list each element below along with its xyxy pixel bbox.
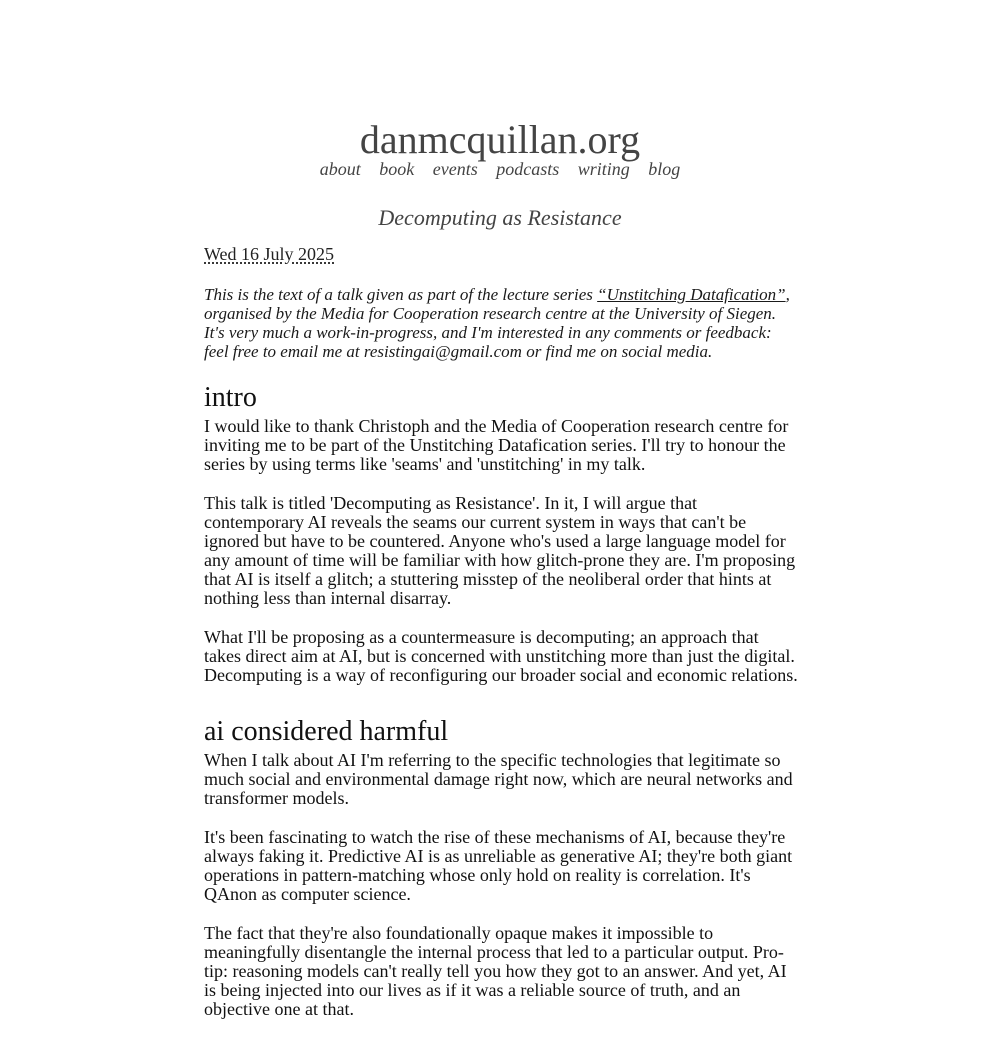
intro-note-text-before: This is the text of a talk given as part of the lecture series: [204, 285, 598, 304]
paragraph: This talk is titled 'Decomputing as Resistance'. In it, I will argue that contemporary AI reveals the seams our current system in ways that can't be ignored but have to be countered. Anyone who's used a large language model for any amount of time will be familiar with how glitch-prone they are. I'm proposing that AI is itself a glitch; a stuttering misstep of the neoliberal order that hints at nothing less than internal disarray.: [204, 493, 796, 608]
paragraph: When I talk about AI I'm referring to the specific technologies that legitimate so much social and environmental damage right now, which are neural networks and transformer models.: [204, 750, 793, 808]
intro-note-text-after: , organised by the Media for Cooperation research centre at the University of Siegen. It's very much a work-in-progress, and I'm interested in any comments or feedback: feel free to email me at resistingai@gmail.com or find me on social media.: [204, 285, 790, 361]
paragraph: What I'll be proposing as a countermeasure is decomputing; an approach that takes direct aim at AI, but is concerned with unstitching more than just the digital. Decomputing is a way of reconfiguring our broader social and economic relations.: [204, 627, 798, 685]
nav-link-blog[interactable]: blog: [648, 159, 681, 179]
paragraph: It's been fascinating to watch the rise of these mechanisms of AI, because they're always faking it. Predictive AI is as unreliable as generative AI; they're both giant operations in pattern-matching whose only hold on reality is correlation. It's QAnon as computer science.: [204, 827, 793, 904]
section-heading-intro: intro: [204, 382, 257, 413]
lecture-series-link[interactable]: “Unstitching Datafication”: [597, 285, 786, 304]
intro-note: [204, 285, 798, 361]
article-content: [204, 243, 798, 1039]
site-nav: [0, 158, 1000, 180]
post-date: Wed 16 July 2025: [204, 244, 335, 264]
paragraph: I would like to thank Christoph and the Media of Cooperation research centre for inviting me to be part of the Unstitching Datafication series. I'll try to honour the series by using terms like 'seams' and 'unstitching' in my talk.: [204, 416, 789, 474]
nav-link-book[interactable]: book: [379, 159, 415, 179]
nav-link-events[interactable]: events: [432, 159, 478, 179]
nav-link-podcasts[interactable]: podcasts: [496, 159, 560, 179]
post-title: Decomputing as Resistance: [378, 205, 622, 230]
nav-link-writing[interactable]: writing: [577, 159, 630, 179]
nav-link-about[interactable]: about: [319, 159, 361, 179]
paragraph: The fact that they're also foundationally opaque makes it impossible to meaningfully disentangle the internal process that led to a particular output. Pro-tip: reasoning models can't really tell you how they got to an answer. And yet, AI is being injected into our lives as if it was a reliable source of truth, and an objective one at that.: [204, 923, 787, 1019]
section-heading-ai-considered-harmful: ai considered harmful: [204, 716, 449, 747]
site-title[interactable]: danmcquillan.org: [359, 117, 641, 162]
